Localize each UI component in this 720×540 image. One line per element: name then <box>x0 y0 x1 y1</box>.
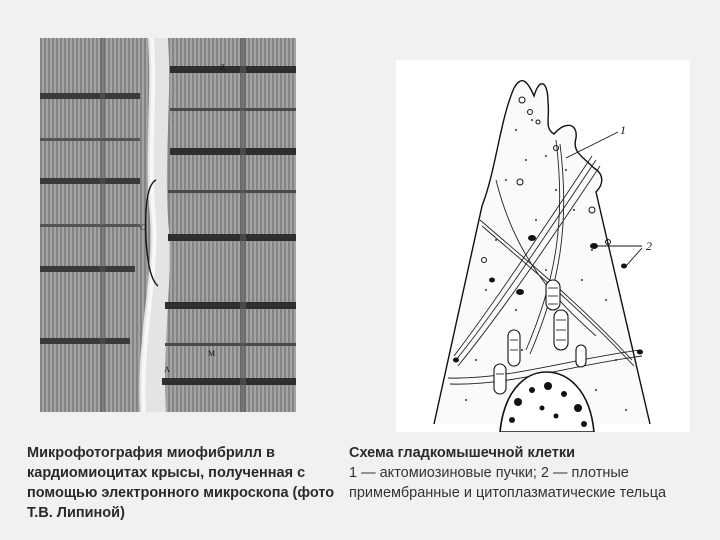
label-m: M <box>208 349 216 358</box>
right-caption-title: Схема гладкомышечной клетки <box>349 445 576 461</box>
smooth-muscle-diagram <box>396 60 690 432</box>
callout-1: 1 <box>620 123 626 137</box>
right-caption-legend: 1 — актомиозиновые пучки; 2 — плотные примембранные и цитоплазматические тельца <box>349 465 667 501</box>
micrograph-image <box>40 38 296 412</box>
left-caption: Микрофотография миофибрилл в кардиомиоцитах крысы, полученная с помощью электронного микроскопа (фото Т.В. Липиной) <box>27 445 335 521</box>
label-c: C <box>140 223 146 232</box>
scheme-graphic <box>396 60 690 432</box>
micrograph-graphic <box>40 38 296 412</box>
label-a: A <box>164 365 170 374</box>
callout-line-2b <box>626 248 642 266</box>
callout-2: 2 <box>646 239 652 253</box>
right-caption <box>349 443 699 503</box>
label-z: Z <box>220 63 225 72</box>
